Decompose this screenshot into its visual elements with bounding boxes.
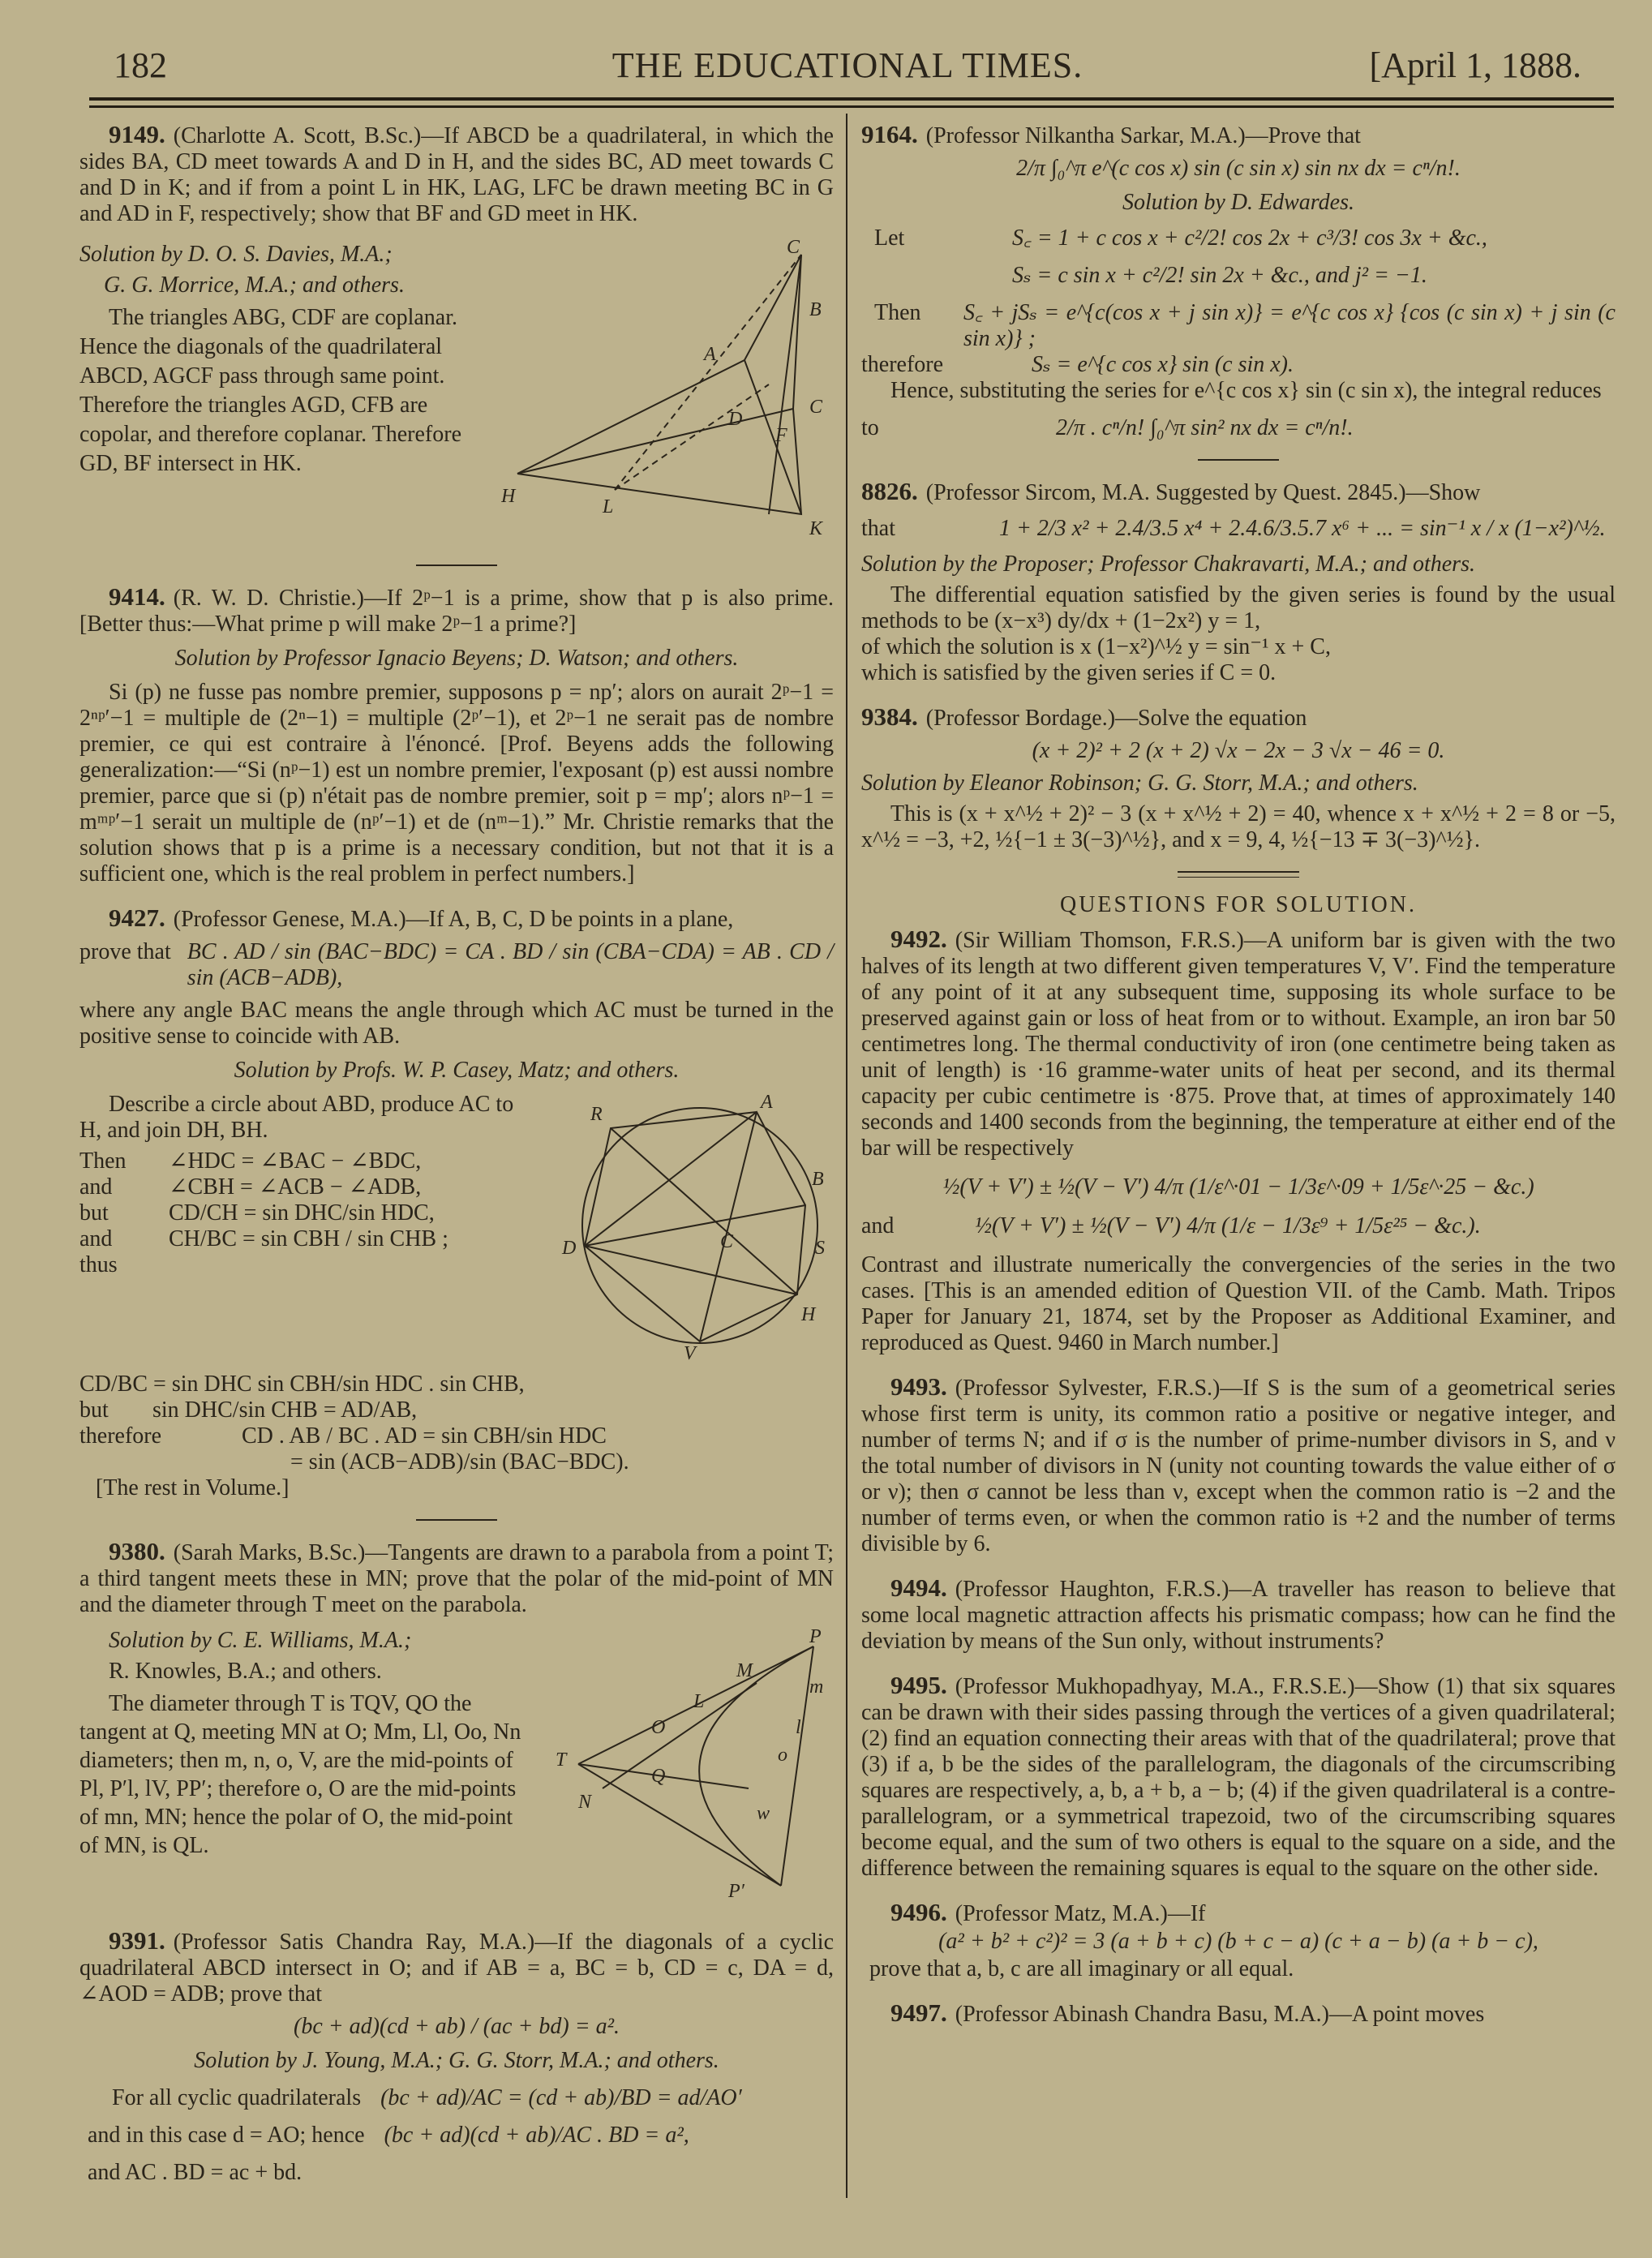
solution-byline: Solution by C. E. Williams, M.A.; (109, 1628, 412, 1653)
question-number: 9494. (890, 1573, 947, 1602)
formula: ½(V + V′) ± ½(V − V′) 4/π (1/ε^·01 − 1/3ε^·09 + 1/5ε^·25 − &c.) (942, 1174, 1534, 1200)
question-number: 9496. (890, 1898, 947, 1926)
solution-byline: R. Knowles, B.A.; and others. (109, 1659, 382, 1684)
solution-text: Describe a circle about ABD, produce AC to H, and join DH, BH. (79, 1092, 514, 1143)
figure-label: L (603, 496, 614, 517)
text: prove that (79, 939, 171, 964)
question-8826 (861, 479, 1616, 686)
question-9496 (861, 1900, 1616, 1982)
proof-row: and CH/BC = sin CBH / sin CHB ; (79, 1226, 448, 1251)
solution-byline: Solution by D. Edwardes. (1122, 190, 1354, 215)
figure-label: D (562, 1238, 577, 1259)
question-number: 9497. (890, 1998, 947, 2027)
question-text: (Professor Bordage.)—Solve the equation (925, 706, 1307, 731)
figure-label: o (778, 1745, 787, 1766)
proof-row: thus (79, 1252, 118, 1277)
question-9497 (861, 2000, 1616, 2028)
solution-text: This is (x + x^½ + 2)² − 3 (x + x^½ + 2) = 40, whence x + x^½ + 2 = 8 or −5, x^½ = −3, +2, ½{−1 ± 3(−3)^½}, and x = 9, 4, ½{−13 ∓ 3(−3)^½}. (861, 801, 1616, 852)
figure-label: l (796, 1717, 801, 1738)
question-text: (R. W. D. Christie.)—If 2ᵖ−1 is a prime, show that p is also prime. [Better thus:—What prime p will make 2ᵖ−1 a prime?] (79, 586, 834, 637)
solution-text: The diameter through T is TQV, QO the tangent at Q, meeting MN at O; Mm, Ll, Oo, Nn diameters; then m, n, o, V, are the mid-points of Pl, P′l, lV, PP′; therefore o, O are the mid-points of mn, MN; hence the polar of O, the mid-point of MN, is QL. (79, 1691, 521, 1858)
question-number: 9380. (109, 1537, 165, 1565)
question-9495 (861, 1672, 1616, 1882)
question-number: 9495. (890, 1671, 947, 1699)
equation: Sₛ = c sin x + c²/2! sin 2x + &c., and j² = −1. (1012, 263, 1427, 288)
figure-parabola (538, 1626, 834, 1902)
question-9380 (79, 1539, 834, 1910)
solution-byline: Solution by J. Young, M.A.; G. G. Storr, M.A.; and others. (194, 2048, 719, 2073)
proof-line: = sin (ACB−ADB)/sin (BAC−BDC). (290, 1449, 629, 1475)
figure-label: T (556, 1749, 567, 1771)
figure-label: C (787, 238, 800, 258)
proof-row: Then ∠HDC = ∠BAC − ∠BDC, (79, 1148, 422, 1174)
question-text: prove that a, b, c are all imaginary or all equal. (869, 1956, 1294, 1981)
question-number: 9164. (861, 120, 918, 148)
figure-label: D (728, 409, 743, 430)
section-rule (1178, 871, 1299, 878)
question-9384 (861, 704, 1616, 853)
question-9493 (861, 1374, 1616, 1557)
question-text: (Professor Matz, M.A.)—If (955, 1901, 1206, 1926)
question-text: (Professor Satis Chandra Ray, M.A.)—If the diagonals of a cyclic quadrilateral ABCD intersect in O; and if AB = a, BC = b, CD = c, DA = d, ∠AOD = ADB; prove that (79, 1930, 834, 2007)
formula: (bc + ad)/AC = (cd + ab)/BD = ad/AO′ (380, 2085, 742, 2110)
figure-label: K (809, 518, 823, 539)
equation-row: therefore Sₛ = e^{c cos x} sin (c sin x). (861, 352, 1294, 377)
figure-label: M (736, 1660, 753, 1681)
section-rule (1198, 459, 1279, 461)
question-number: 9384. (861, 702, 918, 731)
section-heading: QUESTIONS FOR SOLUTION. (1059, 892, 1417, 917)
question-9164 (861, 122, 1616, 441)
question-number: 9492. (890, 925, 947, 953)
text: and in this case d = AO; hence (88, 2123, 365, 2148)
question-text: (Sarah Marks, B.Sc.)—Tangents are drawn to a parabola from a point T; a third tangent meets these in MN; prove that the polar of the mid-point of MN and the diameter through T meet on the parabola. (79, 1540, 834, 1617)
formula: 2/π ∫₀^π e^(c cos x) sin (c sin x) sin nx dx = cⁿ/n!. (1016, 156, 1461, 181)
question-number: 9391. (109, 1926, 165, 1955)
proof-row: therefore CD . AB / BC . AD = sin CBH/sin HDC (79, 1423, 607, 1449)
solution-byline: Solution by Profs. W. P. Casey, Matz; and others. (234, 1058, 680, 1083)
figure-label: m (809, 1676, 824, 1698)
question-text: (Professor Genese, M.A.)—If A, B, C, D be points in a plane, (173, 907, 734, 932)
page-number: 182 (114, 45, 167, 85)
column-divider (846, 114, 847, 2198)
question-number: 9414. (109, 582, 165, 611)
question-9492 (861, 926, 1616, 1356)
question-number: 9427. (109, 904, 165, 932)
text: For all cyclic quadrilaterals (112, 2085, 362, 2110)
solution-byline: Solution by the Proposer; Professor Chakravarti, M.A.; and others. (861, 552, 1475, 577)
figure-label: O (651, 1717, 666, 1738)
question-text: (Professor Abinash Chandra Basu, M.A.)—A point moves (955, 2002, 1485, 2027)
figure-label: P′ (728, 1881, 744, 1902)
question-number: 9493. (890, 1372, 947, 1401)
figure-label: V (684, 1343, 696, 1363)
figure-label: Q (651, 1766, 666, 1787)
figure-label: w (757, 1803, 770, 1824)
question-number: 8826. (861, 477, 918, 505)
figure-label: A (761, 1092, 773, 1113)
question-text: (Professor Haughton, F.R.S.)—A traveller has reason to believe that some local magnetic attraction affects his prismatic compass; how can he find the deviation by means of the Sun only, without instruments? (861, 1577, 1616, 1654)
question-text: where any angle BAC means the angle through which AC must be turned in the positive sense to coincide with AB. (79, 998, 834, 1049)
question-text: (Sir William Thomson, F.R.S.)—A uniform bar is given with the two halves of its length at two different given temperatures V, V′. Find the temperature of any point of it at any subsequent time, supposing its whole surface to be preserved against gain or loss of heat from or to without. Example, an iron bar 50 centimetres long. The thermal conductivity of iron (one centimetre being taken as unit of length) is ·16 gramme-water units of heat per second, and its thermal capacity per cubic centimetre is ·875. Prove that, at times of approximately 140 seconds and 1400 seconds from the beginning, the temperature at either end of the bar will be respectively (861, 928, 1616, 1161)
journal-title: THE EDUCATIONAL TIMES. (611, 45, 1083, 85)
figure-label: B (809, 299, 822, 320)
solution-text: Si (p) ne fusse pas nombre premier, supposons p = np′; alors on aurait 2ᵖ−1 = 2ⁿᵖ′−1 = multiple de (2ⁿ−1) = multiple (2ᵖ′−1), et 2ᵖ−1 ne serait pas de nombre premier, ce qui est contraire à l'énoncé. [Prof. Beyens adds the following generalization:—“Si (nᵖ−1) est un nombre premier, l'exposant (p) est aussi nombre premier, parce que si (p) n'était pas de nombre premier, soit p = mp′; alors nᵖ−1 = mᵐᵖ′−1 serait un multiple de (nᵖ′−1) et de (nᵐ−1).” Mr. Christie remarks that the solution shows that p is a prime is a necessary condition, but not that it is a sufficient one, which is the real problem in perfect numbers.] (79, 680, 834, 886)
solution-text: of which the solution is x (1−x²)^½ y = sin⁻¹ x + C, (861, 634, 1331, 659)
proof-row: but sin DHC/sin CHB = AD/AB, (79, 1397, 418, 1423)
figure-label: P (809, 1626, 822, 1647)
solution-text: Hence, substituting the series for e^{c cos x} sin (c sin x), the integral reduces (890, 378, 1602, 403)
equation-row: that 1 + 2/3 x² + 2.4/3.5 x⁴ + 2.4.6/3.5.7 x⁶ + ... = sin⁻¹ x / x (1−x²)^½. (861, 516, 1606, 541)
figure-label: F (775, 425, 787, 446)
proof-row: and ∠CBH = ∠ACB − ∠ADB, (79, 1174, 422, 1200)
question-text: Contrast and illustrate numerically the convergencies of the series in the two cases. [This is an amended edition of Question VII. of the Camb. Math. Tripos Paper for January 21, 1874, set by the Proposer as Additional Examiner, and reproduced as Quest. 9460 in March number.] (861, 1252, 1616, 1355)
left-column (79, 122, 834, 2204)
formula: (bc + ad)(cd + ab)/AC . BD = a², (384, 2123, 689, 2148)
formula: (a² + b² + c²)² = 3 (a + b + c) (b + c − a) (c + a − b) (a + b − c), (938, 1929, 1538, 1954)
solution-byline: Solution by Professor Ignacio Beyens; D. Watson; and others. (174, 646, 739, 671)
figure-circle (554, 1092, 834, 1363)
formula: BC . AD / sin (BAC−BDC) = CA . BD / sin (CBA−CDA) = AB . CD / sin (ACB−ADB), (187, 939, 834, 990)
figure-label: H (801, 1304, 816, 1325)
question-9494 (861, 1575, 1616, 1655)
figure-label: C (809, 397, 823, 418)
solution-byline: Solution by D. O. S. Davies, M.A.; (79, 242, 393, 267)
page-header (114, 45, 1581, 93)
question-9414 (79, 584, 834, 887)
formula: (bc + ad)(cd + ab) / (ac + bd) = a². (294, 2014, 620, 2039)
note: [The rest in Volume.] (96, 1475, 290, 1500)
equation-row: Then S꜀ + jSₛ = e^{c(cos x + j sin x)} = e^{c cos x} {cos (c sin x) + j sin (c sin x)} ; (874, 300, 1616, 351)
header-rule (89, 105, 1614, 108)
proof-line: CD/BC = sin DHC sin CBH/sin HDC . sin CHB, (79, 1372, 525, 1397)
formula: (x + 2)² + 2 (x + 2) √x − 2x − 3 √x − 46 = 0. (1032, 738, 1445, 763)
solution-text: which is satisfied by the given series if C = 0. (861, 660, 1277, 685)
equation-row: to 2/π . cⁿ/n! ∫₀^π sin² nx dx = cⁿ/n!. (861, 415, 1354, 440)
issue-date: [April 1, 1888. (1369, 45, 1581, 85)
solution-text: The differential equation satisfied by the given series is found by the usual methods to be (x−x³) dy/dx + (1−2x²) y = 1, (861, 582, 1616, 633)
question-text: (Professor Mukhopadhyay, M.A., F.R.S.E.)—Show (1) that six squares can be drawn with their sides passing through the vertices of a given quadrilateral; (2) find an equation connecting their areas with that of the quadrilateral; prove that (3) if a, b be the sides of the parallelogram, the diagonals of the circumscribing squares are respectively, a, b, a + b, a − b; (4) if the given quadrilateral is a contre-parallelogram, or a symmetrical trapezoid, two of the circumscribing squares become equal, and the sum of two others is equal to the square on a side, and the difference between the remaining squares is equal to the square on the other side. (861, 1674, 1616, 1881)
figure-label: A (704, 344, 716, 365)
solution-text: The triangles ABG, CDF are coplanar. Hence the diagonals of the quadrilateral ABCD, AGCF pass through same point. Therefore the triangles AGD, CFB are copolar, and therefore coplanar. Therefore GD, BF intersect in HK. (79, 305, 461, 476)
figure-label: S (815, 1238, 825, 1259)
solution-byline: G. G. Morrice, M.A.; and others. (104, 273, 405, 298)
equation-row: Let S꜀ = 1 + c cos x + c²/2! cos 2x + c³/3! cos 3x + &c., (874, 225, 1487, 251)
question-text: (Professor Sircom, M.A. Suggested by Quest. 2845.)—Show (925, 480, 1481, 505)
figure-label: R (590, 1104, 603, 1125)
text: and AC . BD = ac + bd. (88, 2160, 303, 2185)
question-text: (Charlotte A. Scott, B.Sc.)—If ABCD be a quadrilateral, in which the sides BA, CD meet towards A and D in H, and the sides BC, AD meet towards C and D in K; and if from a point L in HK, LAG, LFC be drawn meeting BC in G and AD in F, respectively; show that BF and GD meet in HK. (79, 123, 834, 226)
figure-label: C (720, 1231, 734, 1252)
figure-label: L (693, 1691, 705, 1712)
question-9149 (79, 122, 834, 547)
question-text: (Professor Sylvester, F.R.S.)—If S is the sum of a geometrical series whose first term is unity, its common ratio a positive or negative integer, and number of terms N; and if σ is the number of prime-number divisors in S, and ν the total number of divisors in N (unity not counting towards the value either of σ or ν); then σ cannot be less than ν, except when the common ratio is −2 and the number of terms even, or when the common ratio is +2 and the number of terms divisible by 6. (861, 1376, 1616, 1556)
question-text: (Professor Nilkantha Sarkar, M.A.)—Prove that (925, 123, 1361, 148)
section-rule (416, 564, 497, 566)
figure-quadrilateral (501, 238, 834, 539)
proof-row: but CD/CH = sin DHC/sin HDC, (79, 1200, 435, 1226)
header-rule (89, 97, 1614, 101)
figure-label: H (501, 486, 516, 507)
equation-row: and ½(V + V′) ± ½(V − V′) 4/π (1/ε − 1/3ε⁹ + 1/5ε²⁵ − &c.). (861, 1213, 1481, 1238)
figure-label: B (812, 1169, 824, 1190)
solution-byline: Solution by Eleanor Robinson; G. G. Storr, M.A.; and others. (861, 771, 1418, 796)
right-column (861, 122, 1616, 2046)
figure-label: N (578, 1792, 592, 1813)
question-number: 9149. (109, 120, 165, 148)
section-rule (416, 1519, 497, 1521)
question-9391 (79, 1928, 834, 2186)
question-9427 (79, 905, 834, 1501)
